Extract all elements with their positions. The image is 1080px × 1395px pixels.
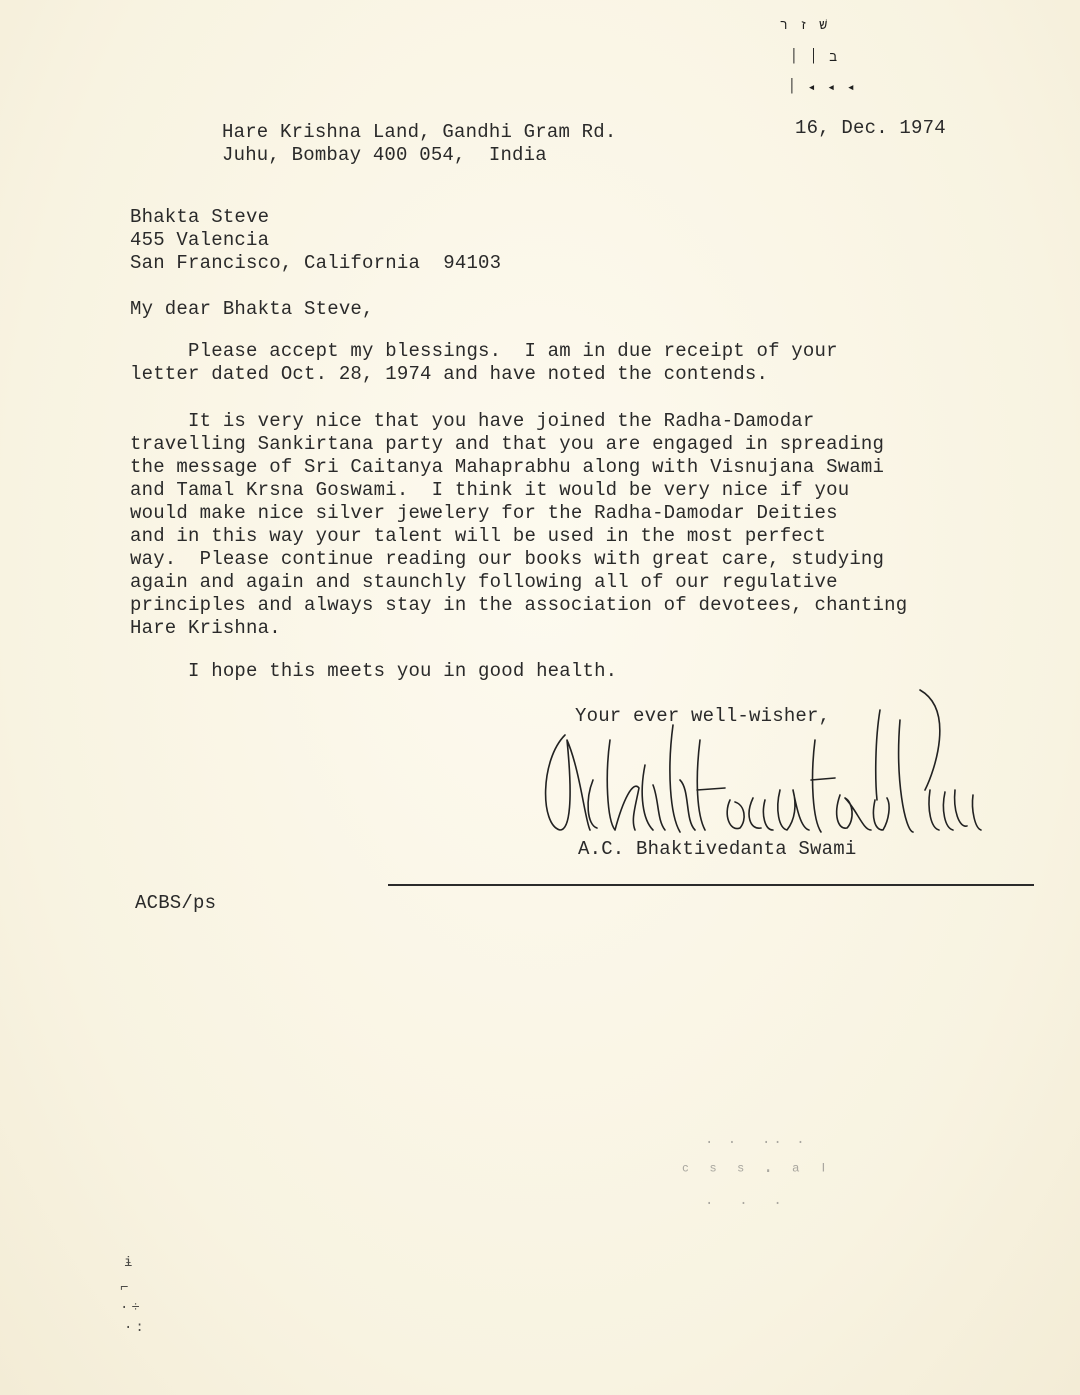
paragraph-2-line: travelling Sankirtana party and that you are engaged in spreading [130, 433, 885, 455]
paragraph-2-line: again and again and staunchly following all of our regulative [130, 571, 838, 593]
paragraph-1 [130, 340, 838, 386]
paragraph-2 [130, 410, 907, 640]
recipient-city: San Francisco, California 94103 [130, 252, 502, 274]
handwritten-signature [535, 680, 985, 850]
paragraph-2-line: and in this way your talent will be used in the most perfect [130, 525, 827, 547]
signer-name: A.C. Bhaktivedanta Swami [578, 838, 857, 860]
sender-address-line2: Juhu, Bombay 400 054, India [222, 144, 547, 166]
letter-date: 16, Dec. 1974 [795, 117, 946, 139]
top-mark-2: ב ׀ ׀ [790, 50, 840, 65]
reference-initials: ACBS/ps [135, 892, 217, 914]
paragraph-1-line: letter dated Oct. 28, 1974 and have noted the contends. [130, 363, 769, 385]
stamp-mark-2: ᶜ ˢ ˢ · ᵃ ᴵ [680, 1162, 832, 1182]
paragraph-2-line: the message of Sri Caitanya Mahaprabhu along with Visnujana Swami [130, 456, 885, 478]
margin-mark-3: ·÷ [120, 1300, 143, 1316]
valediction: Your ever well-wisher, [575, 705, 831, 727]
margin-mark-1: ɨ [124, 1255, 136, 1271]
paragraph-2-line: would make nice silver jewelery for the Radha-Damodar Deities [130, 502, 838, 524]
sender-address-line1: Hare Krishna Land, Gandhi Gram Rd. [222, 121, 617, 143]
paragraph-2-line: Hare Krishna. [130, 617, 281, 639]
margin-mark-4: ·: [124, 1320, 147, 1336]
paragraph-2-line: It is very nice that you have joined the Radha-Damodar [130, 410, 815, 432]
stamp-mark-3: · · · [705, 1196, 785, 1212]
salutation: My dear Bhakta Steve, [130, 298, 374, 320]
signature-rule [388, 884, 1034, 886]
stamp-mark-1: · · ·· · [705, 1135, 808, 1151]
top-mark-1: שׁ ז ר [780, 18, 830, 33]
margin-mark-2: ⌐ [120, 1280, 132, 1296]
recipient-name: Bhakta Steve [130, 206, 270, 228]
paragraph-2-line: way. Please continue reading our books with great care, studying [130, 548, 885, 570]
paragraph-2-line: principles and always stay in the association of devotees, chanting [130, 594, 908, 616]
closing-line: I hope this meets you in good health. [130, 660, 618, 682]
top-mark-3: ׀ ◂ ◂ ◂ [788, 80, 857, 95]
paragraph-1-line: Please accept my blessings. I am in due receipt of your [130, 340, 838, 362]
recipient-street: 455 Valencia [130, 229, 270, 251]
paragraph-2-line: and Tamal Krsna Goswami. I think it would be very nice if you [130, 479, 850, 501]
